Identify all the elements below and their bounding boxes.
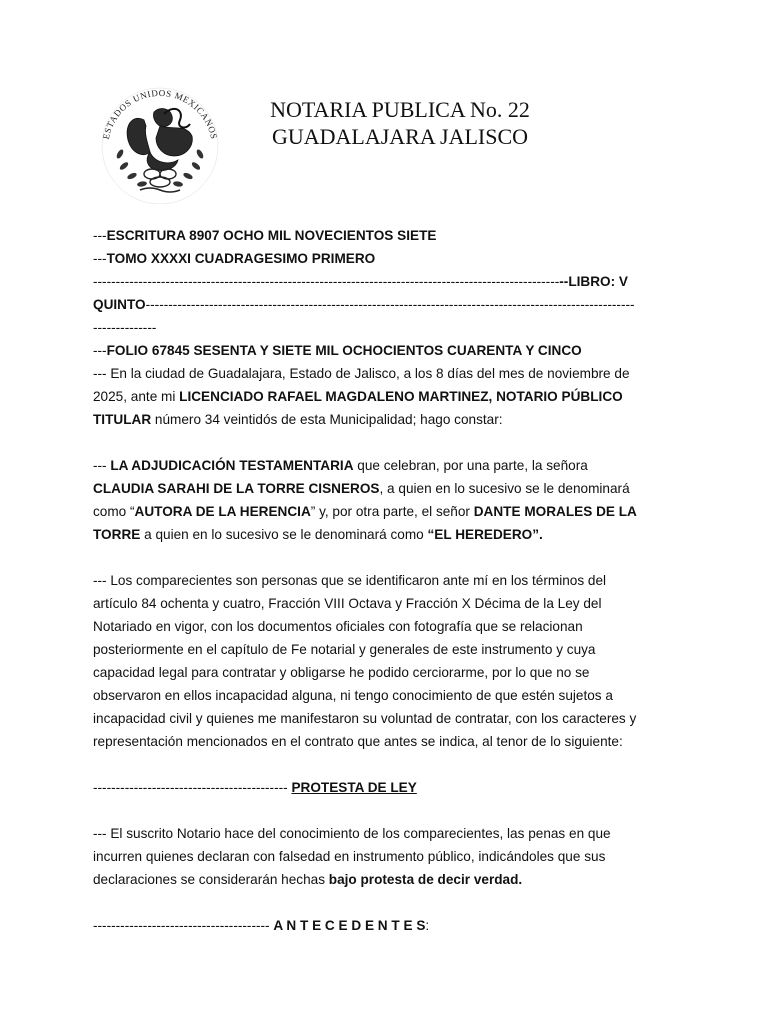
paragraph-line: como “AUTORA DE LA HERENCIA” y, por otra parte, el señor DANTE MORALES DE LA <box>93 504 637 519</box>
deed-body <box>93 224 673 937</box>
notary-city: GUADALAJARA JALISCO <box>271 124 529 149</box>
quinto-line: QUINTO------------------------------------------------------------------------------------------------------------ <box>93 297 635 312</box>
notary-header <box>230 96 570 150</box>
escritura-line: ---ESCRITURA 8907 OCHO MIL NOVECIENTOS SIETE <box>93 228 437 243</box>
paragraph-line: Notariado en vigor, con los documentos oficiales con fotografía que se relacionan <box>93 619 583 634</box>
paragraph-line: TITULAR número 34 veintidós de esta Municipalidad; hago constar: <box>93 412 503 427</box>
protesta-de-ley-title: PROTESTA DE LEY <box>291 780 417 795</box>
paragraph-line: CLAUDIA SARAHI DE LA TORRE CISNEROS, a quien en lo sucesivo se le denominará <box>93 481 630 496</box>
paragraph-line: representación mencionados en el contrato que antes se indica, al tenor de lo siguiente: <box>93 734 623 749</box>
paragraph-line: observaron en ellos incapacidad alguna, ni tengo conocimiento de que estén sujetos a <box>93 688 613 703</box>
tomo-line: ---TOMO XXXXI CUADRAGESIMO PRIMERO <box>93 251 376 266</box>
seal-text: ESTADOS UNIDOS MEXICANOS <box>100 87 220 141</box>
paragraph-line: --- Los comparecientes son personas que se identificaron ante mí en los términos del <box>93 573 607 588</box>
mexican-coat-of-arms-seal <box>94 84 226 204</box>
paragraph-line: posteriormente en el capítulo de Fe notarial y generales de este instrumento y cuya <box>93 642 596 657</box>
paragraph-line: incapacidad civil y quienes me manifestaron su voluntad de contratar, con los caracteres y <box>93 711 637 726</box>
paragraph-line: --- En la ciudad de Guadalajara, Estado de Jalisco, a los 8 días del mes de noviembre de <box>93 366 630 381</box>
paragraph-line: 2025, ante mi LICENCIADO RAFAEL MAGDALENO MARTINEZ, NOTARIO PÚBLICO <box>93 389 623 404</box>
paragraph-line: incurren quienes declaran con falsedad en instrumento público, indicándoles que sus <box>93 849 606 864</box>
dash-line: -------------- <box>93 320 157 335</box>
antecedentes-title: A N T E C E D E N T E S <box>273 918 426 933</box>
paragraph-line: declaraciones se considerarán hechas bajo protesta de decir verdad. <box>93 872 523 887</box>
paragraph-line: --- El suscrito Notario hace del conocimiento de los comparecientes, las penas en que <box>93 826 611 841</box>
paragraph-line: capacidad legal para contratar y obligarse he podido cerciorarme, por lo que no se <box>93 665 590 680</box>
paragraph-line: --- LA ADJUDICACIÓN TESTAMENTARIA que celebran, por una parte, la señora <box>93 458 588 473</box>
libro-line: ---------------------------------------------------------------------------------------------------------LIBRO: V <box>93 274 628 289</box>
folio-line: ---FOLIO 67845 SESENTA Y SIETE MIL OCHOCIENTOS CUARENTA Y CINCO <box>93 343 582 358</box>
notary-title: NOTARIA PUBLICA No. 22 <box>270 97 530 122</box>
antecedentes-heading: --------------------------------------- A N T E C E D E N T E S: <box>93 918 430 933</box>
water-base-icon <box>140 188 180 192</box>
cactus-icon <box>144 169 176 187</box>
paragraph-line: artículo 84 ochenta y cuatro, Fracción VIII Octava y Fracción X Décima de la Ley del <box>93 596 602 611</box>
paragraph-line: TORRE a quien en lo sucesivo se le denominará como “EL HEREDERO”. <box>93 527 543 542</box>
eagle-icon <box>127 109 192 171</box>
protesta-heading: ------------------------------------------- PROTESTA DE LEY <box>93 780 417 795</box>
